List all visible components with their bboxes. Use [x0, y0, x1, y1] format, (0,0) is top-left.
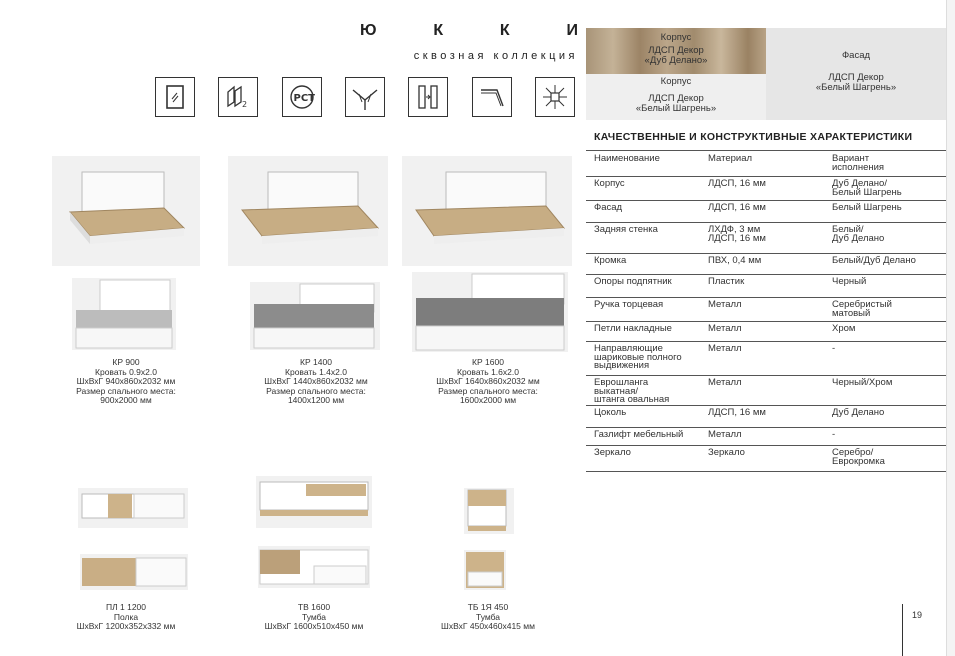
bed-caption-kr1400 — [236, 358, 396, 406]
feature-icons — [155, 77, 575, 119]
dimensions-icon — [535, 77, 575, 117]
spec-name: Направляющие шариковые полного выдвижения — [594, 343, 682, 371]
bed-drawing-kr1400 — [228, 156, 388, 266]
spec-name: Корпус — [594, 178, 625, 189]
swatch-title: Корпус — [660, 32, 692, 43]
svg-text:PCT: PCT — [293, 93, 315, 104]
product-name: Тумба — [301, 611, 327, 622]
spec-material: Металл — [708, 377, 742, 388]
bed-caption-kr900 — [46, 358, 206, 406]
swatch-title: Корпус — [660, 76, 692, 87]
product-name: Тумба — [475, 611, 501, 622]
spec-variant: - — [832, 343, 836, 354]
spec-name: Наименование — [594, 153, 660, 164]
swatch-value: ЛДСП Декор — [648, 45, 704, 56]
spec-row — [586, 428, 946, 446]
spec-material: ЛДСП, 16 мм — [708, 407, 766, 418]
spec-material: Материал — [708, 153, 753, 164]
specs-top-rule — [586, 150, 946, 151]
shelf-photo-pl1200 — [80, 554, 188, 590]
page-rule — [902, 604, 903, 656]
spec-material: Зеркало — [708, 447, 745, 458]
tv-drawing-tv1600 — [256, 476, 372, 528]
spec-row — [586, 298, 946, 322]
swatch-title: Фасад — [841, 50, 871, 61]
spec-material: Металл — [708, 299, 742, 310]
sleep-label: Размер спального места: — [76, 385, 176, 396]
spec-row — [586, 201, 946, 223]
spec-variant: Черный/Хром — [832, 377, 893, 388]
swatch-label-korpus-1 — [586, 33, 766, 66]
product-size: ШхВхГ 1640х860х2032 мм — [436, 376, 540, 386]
spec-name: Еврошланга выкатная/ штанга овальная — [594, 377, 670, 405]
swatch-label-fasad — [766, 51, 946, 93]
spec-row — [586, 376, 946, 406]
swatch-value: «Дуб Делано» — [644, 55, 708, 66]
bed-photo-kr1600 — [412, 272, 568, 352]
product-size: ШхВхГ 1200х352х332 мм — [76, 621, 176, 631]
item-caption-tv1600 — [244, 603, 384, 632]
handle-icon — [472, 77, 512, 117]
spec-name: Фасад — [594, 202, 623, 213]
brand-letter: К — [433, 22, 444, 39]
product-size: ШхВхГ 940х860х2032 мм — [76, 376, 176, 386]
spec-name: Задняя стенка — [594, 224, 658, 235]
spec-variant: Черный — [832, 276, 867, 287]
svg-text:2: 2 — [242, 100, 248, 109]
product-name: Кровать 1.6х2.0 — [457, 366, 519, 377]
spec-name: Цоколь — [594, 407, 627, 418]
brand-subtitle: сквозная коллекция — [413, 50, 578, 62]
fitting-icon — [345, 77, 385, 117]
sleep-size: 900х2000 мм — [100, 395, 152, 405]
spec-variant: Дуб Делано — [832, 407, 885, 418]
swatch-value: «Белый Шагрень» — [635, 103, 717, 114]
spec-variant: Белый/ Дуб Делано — [832, 224, 885, 244]
swatch-value: ЛДСП Декор — [828, 72, 884, 83]
spec-variant: Серебристый матовый — [832, 299, 892, 319]
brand-letter: И — [566, 22, 578, 39]
product-name: Полка — [113, 611, 139, 622]
product-size: ШхВхГ 1600х510х450 мм — [264, 621, 364, 631]
spec-name: Опоры подпятник — [594, 276, 672, 287]
bed-drawing-kr1600 — [402, 156, 572, 266]
certificate-icon — [282, 77, 322, 117]
specs-table — [586, 152, 946, 472]
spec-material: ЛДСП, 16 мм — [708, 202, 766, 213]
product-size: ШхВхГ 1440х860х2032 мм — [264, 376, 368, 386]
product-size: ШхВхГ 450х460х415 мм — [441, 621, 535, 631]
swatch-value: ЛДСП Декор — [648, 93, 704, 104]
spec-row — [586, 254, 946, 275]
spec-material: Металл — [708, 343, 742, 354]
spec-material: Металл — [708, 429, 742, 440]
product-code: ТБ 1Я 450 — [467, 602, 509, 612]
spec-variant: Хром — [832, 323, 856, 334]
bed-caption-kr1600 — [408, 358, 568, 406]
product-name: Кровать 0.9х2.0 — [95, 366, 157, 377]
swatch-label-korpus-2 — [586, 77, 766, 114]
door-hinge-icon — [408, 77, 448, 117]
spec-material: ЛХДФ, 3 мм ЛДСП, 16 мм — [708, 224, 766, 244]
spec-row — [586, 177, 946, 201]
spec-name: Газлифт мебельный — [594, 429, 684, 440]
brand-letter: К — [499, 22, 510, 39]
spec-material: Пластик — [708, 276, 745, 287]
spec-row — [586, 322, 946, 342]
product-code: ТВ 1600 — [297, 602, 331, 612]
spec-variant: Белый/Дуб Делано — [832, 255, 916, 266]
page-number: 19 — [912, 610, 923, 620]
spec-variant: Белый Шагрень — [832, 202, 902, 213]
specs-title: КАЧЕСТВЕННЫЕ И КОНСТРУКТИВНЫЕ ХАРАКТЕРИСТИКИ — [594, 131, 913, 143]
spec-name: Кромка — [594, 255, 627, 266]
sleep-size: 1600х2000 мм — [459, 395, 517, 405]
spec-row — [586, 446, 946, 472]
spec-row — [586, 223, 946, 254]
spec-material: ЛДСП, 16 мм — [708, 178, 766, 189]
item-caption-tb450 — [418, 603, 558, 632]
spec-variant: - — [832, 429, 836, 440]
spec-variant: Вариант исполнения — [832, 153, 885, 173]
spec-name: Зеркало — [594, 447, 631, 458]
product-code: КР 900 — [112, 357, 140, 367]
bed-photo-kr1400 — [250, 282, 380, 350]
tv-photo-tv1600 — [258, 546, 370, 588]
spec-name: Ручка торцевая — [594, 299, 664, 310]
bed-drawing-kr900 — [52, 156, 200, 266]
mirror-icon — [155, 77, 195, 117]
nightstand-photo-tb450 — [464, 550, 506, 590]
shelf-drawing-pl1200 — [78, 488, 188, 528]
spec-material: ПВХ, 0,4 мм — [708, 255, 762, 266]
page-edge — [946, 0, 955, 656]
product-code: КР 1400 — [300, 357, 332, 367]
spec-row — [586, 275, 946, 298]
sleep-label: Размер спального места: — [266, 385, 366, 396]
spec-row — [586, 342, 946, 376]
nightstand-drawing-tb450 — [464, 488, 514, 534]
product-code: ПЛ 1 1200 — [105, 602, 147, 612]
swatch-value: «Белый Шагрень» — [815, 82, 897, 93]
spec-variant: Серебро/ Еврокромка — [832, 447, 885, 467]
sleep-size: 1400х1200 мм — [287, 395, 345, 405]
spec-row — [586, 406, 946, 428]
spec-material: Металл — [708, 323, 742, 334]
product-name: Кровать 1.4х2.0 — [285, 366, 347, 377]
m2-icon — [218, 77, 258, 117]
spec-row — [586, 152, 946, 177]
spec-variant: Дуб Делано/ Белый Шагрень — [832, 178, 902, 198]
brand-title — [360, 22, 578, 40]
item-caption-pl1200 — [56, 603, 196, 632]
spec-name: Петли накладные — [594, 323, 672, 334]
brand-letter: Ю — [360, 22, 377, 39]
bed-photo-kr900 — [72, 278, 176, 350]
sleep-label: Размер спального места: — [438, 385, 538, 396]
product-code: КР 1600 — [472, 357, 504, 367]
